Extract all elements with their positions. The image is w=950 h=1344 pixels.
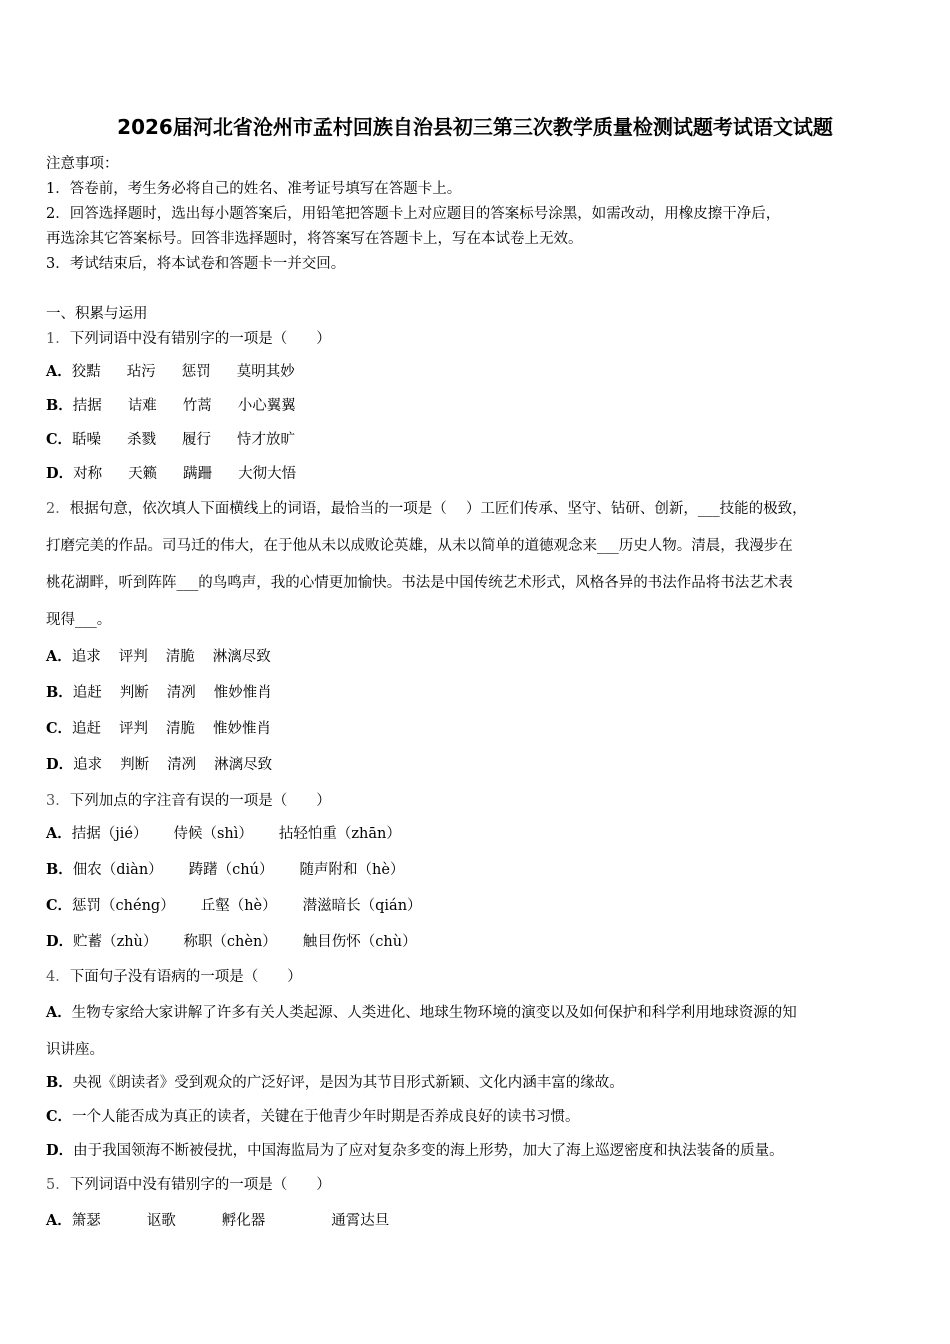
option-b[interactable]	[46, 681, 272, 702]
option-word: 触目伤怀（chù）	[302, 934, 417, 950]
question-number: 3．	[46, 793, 70, 809]
notice-heading: 注意事项：	[46, 156, 119, 172]
option-label: A．	[46, 825, 72, 842]
option-label: D．	[46, 756, 74, 773]
option-word: 小心翼翼	[237, 398, 296, 414]
question-stem-line: 桃花湖畔，听到阵阵___的鸟鸣声，我的心情更加愉快。书法是中国传统艺术形式，风格各异的书法作品将书法艺术表	[46, 575, 793, 591]
option-b[interactable]	[46, 858, 404, 879]
option-label: B．	[46, 861, 73, 878]
option-word: 拮据（jié）	[71, 826, 148, 842]
option-word: 佃农（diàn）	[72, 862, 163, 878]
option-word: 评判	[118, 649, 148, 665]
section-heading: 一、积累与运用	[46, 306, 148, 322]
question-stem: 根据句意，依次填人下面横线上的词语，最恰当的一项是（ ）工匠们传承、坚守、钻研、创新，___技能的极致，	[69, 501, 807, 517]
question-number: 2．	[46, 501, 70, 517]
option-word: 追求	[71, 649, 101, 665]
option-word: 聒噪	[72, 432, 102, 448]
question-stem-line: 打磨完美的作品。司马迁的伟大，在于他从未以成败论英雄，从未以简单的道德观念来___历史人物。清晨，我漫步在	[46, 538, 793, 554]
option-word: 杀戮	[127, 432, 157, 448]
option-word: 莫明其妙	[236, 364, 295, 380]
option-label: B．	[46, 684, 73, 701]
option-word: 踌躇（chú）	[188, 862, 274, 878]
option-word: 箫瑟	[71, 1213, 101, 1229]
question-number: 1．	[46, 331, 70, 347]
option-label: B．	[46, 1074, 73, 1091]
option-label: C．	[46, 897, 73, 914]
option-word: 追求	[73, 757, 103, 773]
option-word: 贮蓄（zhù）	[73, 934, 158, 950]
option-d[interactable]	[46, 1139, 784, 1160]
option-a[interactable]	[46, 822, 401, 843]
question-3	[46, 789, 331, 810]
option-word: 淋漓尽致	[214, 757, 273, 773]
option-word: 淋漓尽致	[212, 649, 271, 665]
option-word: 天籁	[128, 466, 158, 482]
option-label: C．	[46, 1108, 73, 1125]
question-stem: 下面句子没有语病的一项是（ ）	[69, 969, 302, 985]
option-word: 追赶	[72, 685, 102, 701]
option-label: A．	[46, 363, 72, 380]
notice-item: 1．答卷前，考生务必将自己的姓名、准考证号填写在答题卡上。	[46, 181, 462, 197]
option-word: 清脆	[166, 721, 196, 737]
option-word: 称职（chèn）	[183, 934, 277, 950]
option-text: 生物专家给大家讲解了许多有关人类起源、人类进化、地球生物环境的演变以及如何保护和科学利用地球资源的知	[71, 1005, 797, 1021]
notice-item: 2．回答选择题时，选出每小题答案后，用铅笔把答题卡上对应题目的答案标号涂黑，如需改动，用橡皮擦干净后，	[46, 206, 781, 222]
option-text: 一个人能否成为真正的读者，关键在于他青少年时期是否养成良好的读书习惯。	[72, 1109, 580, 1125]
option-c[interactable]	[46, 1105, 580, 1126]
question-stem: 下列词语中没有错别字的一项是（ ）	[69, 331, 331, 347]
option-label: A．	[46, 1212, 72, 1229]
option-word: 清脆	[165, 649, 195, 665]
option-a[interactable]	[46, 645, 271, 666]
page-title: 2026届河北省沧州市孟村回族自治县初三第三次教学质量检测试题考试语文试题	[117, 115, 833, 139]
question-2	[46, 497, 807, 518]
option-word: 拮据	[72, 398, 102, 414]
question-number: 5．	[46, 1177, 70, 1193]
option-word: 判断	[119, 685, 149, 701]
option-a[interactable]	[46, 360, 295, 381]
option-a[interactable]	[46, 1209, 389, 1230]
option-d[interactable]	[46, 753, 272, 774]
option-d[interactable]	[46, 930, 417, 951]
option-word: 清冽	[166, 685, 196, 701]
option-word: 惟妙惟肖	[213, 721, 272, 737]
option-word: 孵化器	[221, 1213, 266, 1229]
question-stem: 下列词语中没有错别字的一项是（ ）	[69, 1177, 331, 1193]
option-c[interactable]	[46, 717, 271, 738]
option-word: 追赶	[72, 721, 102, 737]
option-a[interactable]	[46, 1001, 797, 1022]
option-label: D．	[46, 1142, 74, 1159]
question-5	[46, 1173, 331, 1194]
option-c[interactable]	[46, 428, 295, 449]
question-1	[46, 327, 331, 348]
question-number: 4．	[46, 969, 70, 985]
option-label: D．	[46, 933, 74, 950]
option-c[interactable]	[46, 894, 422, 915]
option-text: 由于我国领海不断被侵扰，中国海监局为了应对复杂多变的海上形势，加大了海上巡逻密度和执法装备的质量。	[73, 1143, 784, 1159]
option-word: 讴歌	[146, 1213, 176, 1229]
question-stem-line: 现得___。	[46, 612, 112, 628]
option-word: 惩罚（chéng）	[72, 898, 175, 914]
option-word: 玷污	[126, 364, 156, 380]
option-label: C．	[46, 431, 73, 448]
option-word: 大彻大悟	[238, 466, 297, 482]
notice-item: 3．考试结束后，将本试卷和答题卡一并交回。	[46, 256, 346, 272]
option-word: 判断	[120, 757, 150, 773]
option-label: C．	[46, 720, 73, 737]
option-text-continued: 识讲座。	[46, 1042, 104, 1058]
option-b[interactable]	[46, 394, 296, 415]
option-word: 评判	[119, 721, 149, 737]
option-word: 侍候（shì）	[173, 826, 253, 842]
option-word: 蹒跚	[183, 466, 213, 482]
option-word: 通霄达旦	[331, 1213, 390, 1229]
option-word: 清冽	[167, 757, 197, 773]
option-word: 随声附和（hè）	[299, 862, 405, 878]
option-label: B．	[46, 397, 73, 414]
notice-item: 再选涂其它答案标号。回答非选择题时，将答案写在答题卡上，写在本试卷上无效。	[46, 231, 583, 247]
option-word: 诘难	[127, 398, 157, 414]
option-word: 对称	[73, 466, 103, 482]
question-4	[46, 965, 302, 986]
option-d[interactable]	[46, 462, 296, 483]
option-word: 竹蒿	[182, 398, 212, 414]
option-label: A．	[46, 1004, 72, 1021]
option-label: A．	[46, 648, 72, 665]
question-stem: 下列加点的字注音有误的一项是（ ）	[69, 793, 331, 809]
option-b[interactable]	[46, 1071, 624, 1092]
option-word: 狡黠	[71, 364, 101, 380]
option-word: 惩罚	[181, 364, 211, 380]
option-text: 央视《朗读者》受到观众的广泛好评，是因为其节目形式新颖、文化内涵丰富的缘故。	[72, 1075, 624, 1091]
option-word: 拈轻怕重（zhān）	[278, 826, 401, 842]
option-label: D．	[46, 465, 74, 482]
option-word: 丘壑（hè）	[200, 898, 277, 914]
option-word: 潜滋暗长（qián）	[302, 898, 422, 914]
option-word: 履行	[182, 432, 212, 448]
option-word: 恃才放旷	[237, 432, 296, 448]
option-word: 惟妙惟肖	[213, 685, 272, 701]
